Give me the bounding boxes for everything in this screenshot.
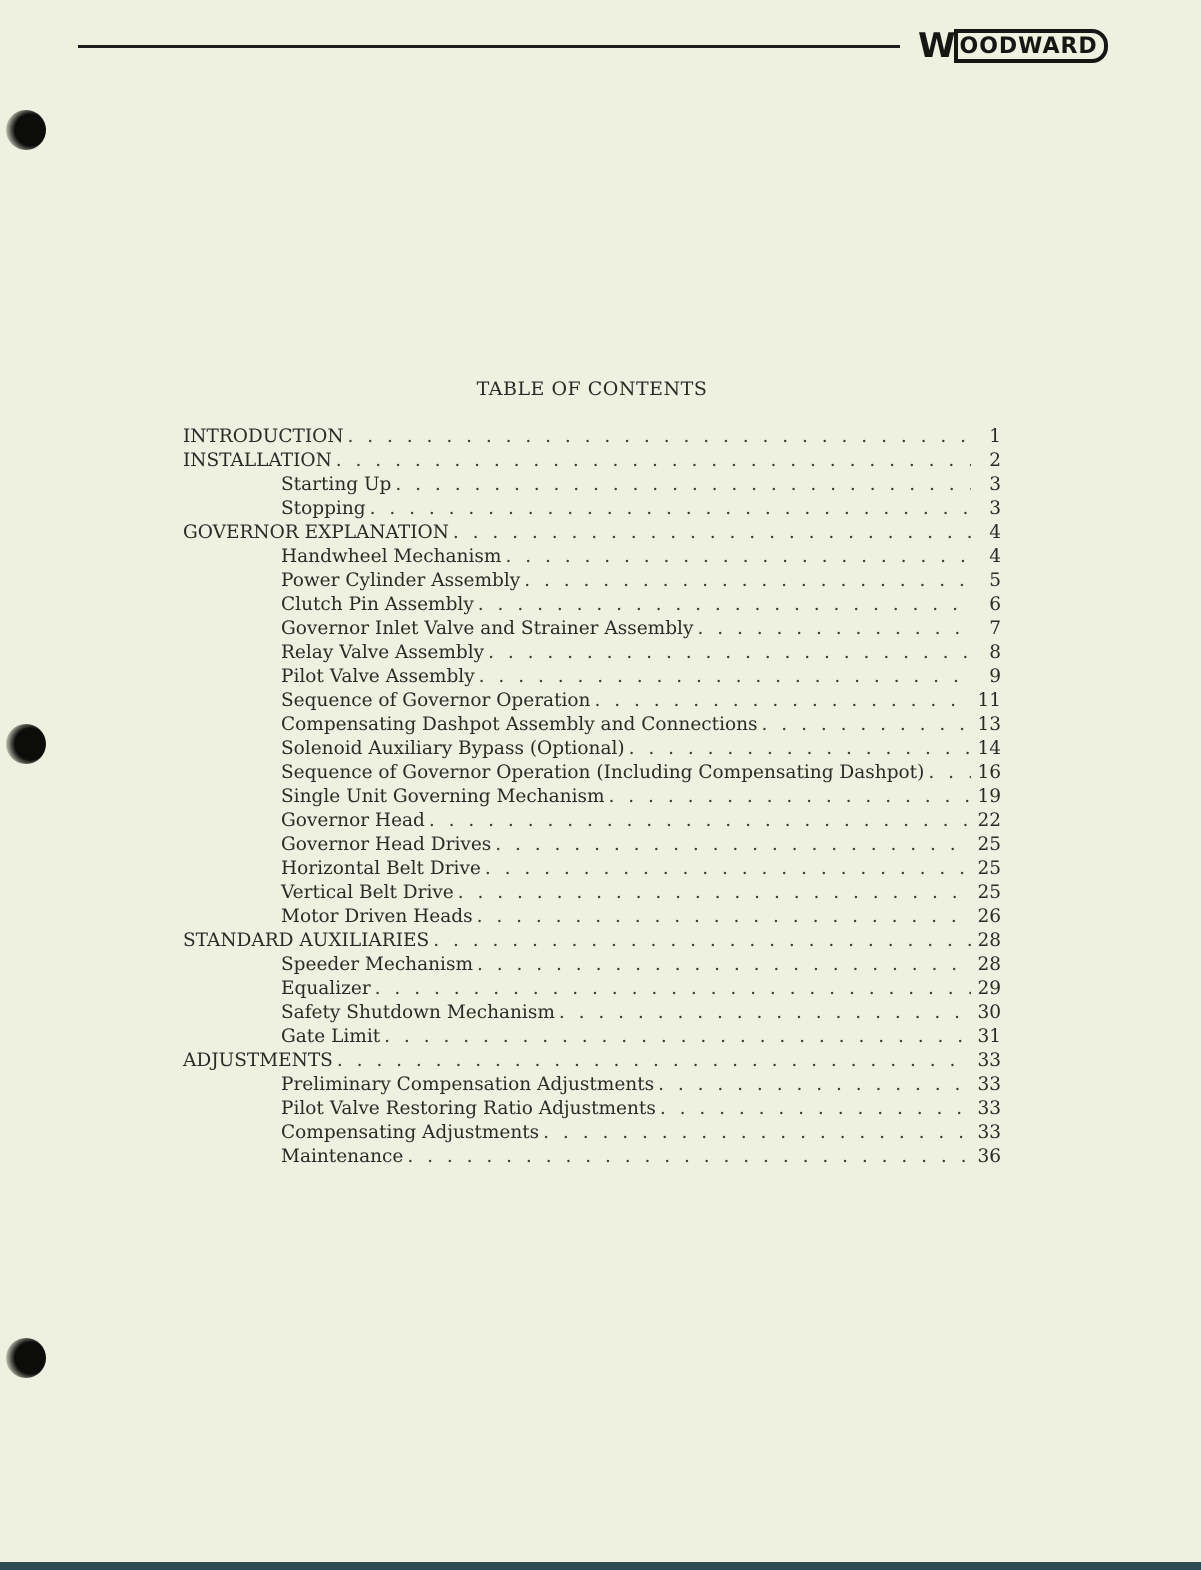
toc-entry-label: Solenoid Auxiliary Bypass (Optional) xyxy=(281,738,625,759)
toc-entry-label: Stopping xyxy=(281,498,366,519)
toc-page-number: 29 xyxy=(977,978,1001,999)
toc-subentry xyxy=(183,857,1001,881)
toc-page-number: 25 xyxy=(977,858,1001,879)
toc-entry-label: Gate Limit xyxy=(281,1026,381,1047)
toc-page-number: 4 xyxy=(989,522,1001,543)
dot-leader xyxy=(654,1073,971,1097)
toc-subentry xyxy=(183,977,1001,1001)
table-of-contents xyxy=(183,425,1001,1169)
toc-subentry xyxy=(183,785,1001,809)
toc-entry-label: Governor Head Drives xyxy=(281,834,492,855)
toc-page-number: 14 xyxy=(977,738,1001,759)
dot-leader xyxy=(520,569,971,593)
logo-initial: W xyxy=(918,26,956,66)
toc-subentry xyxy=(183,665,1001,689)
dot-leader xyxy=(758,713,971,737)
toc-entry-label: Equalizer xyxy=(281,978,371,999)
dot-leader xyxy=(491,833,971,857)
binder-hole-icon xyxy=(6,1338,46,1378)
logo-rest: OODWARD xyxy=(959,33,1098,59)
toc-page-number: 16 xyxy=(977,762,1001,783)
toc-page-number: 11 xyxy=(977,690,1001,711)
toc-entry-label: Governor Head xyxy=(281,810,425,831)
toc-page-number: 13 xyxy=(977,714,1001,735)
toc-page-number: 33 xyxy=(977,1074,1001,1095)
toc-subentry xyxy=(183,1025,1001,1049)
toc-subentry xyxy=(183,761,1001,785)
dot-leader xyxy=(484,641,971,665)
toc-subentry xyxy=(183,569,1001,593)
toc-entry xyxy=(183,425,1001,449)
toc-entry-label: Relay Valve Assembly xyxy=(281,642,485,663)
toc-page-number: 3 xyxy=(989,498,1001,519)
scan-edge xyxy=(0,1562,1201,1570)
dot-leader xyxy=(924,761,971,785)
toc-entry xyxy=(183,449,1001,473)
toc-entry-label: Sequence of Governor Operation (Including Compensating Dashpot) xyxy=(281,762,925,783)
toc-page-number: 19 xyxy=(977,786,1001,807)
toc-page-number: 33 xyxy=(977,1122,1001,1143)
toc-subentry xyxy=(183,953,1001,977)
toc-page-number: 9 xyxy=(989,666,1001,687)
toc-page-number: 4 xyxy=(989,546,1001,567)
toc-page-number: 1 xyxy=(989,426,1001,447)
toc-subentry xyxy=(183,833,1001,857)
toc-entry-label: Handwheel Mechanism xyxy=(281,546,502,567)
toc-entry-label: Speeder Mechanism xyxy=(281,954,473,975)
toc-entry-label: Safety Shutdown Mechanism xyxy=(281,1002,555,1023)
toc-page-number: 5 xyxy=(989,570,1001,591)
toc-subentry xyxy=(183,881,1001,905)
dot-leader xyxy=(605,785,971,809)
toc-entry xyxy=(183,929,1001,953)
dot-leader xyxy=(333,1049,971,1073)
toc-subentry xyxy=(183,1145,1001,1169)
dot-leader xyxy=(481,857,971,881)
toc-subentry xyxy=(183,713,1001,737)
dot-leader xyxy=(403,1145,971,1169)
toc-entry-label: GOVERNOR EXPLANATION xyxy=(183,522,449,543)
toc-subentry xyxy=(183,1097,1001,1121)
toc-subentry xyxy=(183,689,1001,713)
dot-leader xyxy=(656,1097,971,1121)
dot-leader xyxy=(474,593,971,617)
toc-page-number: 7 xyxy=(989,618,1001,639)
dot-leader xyxy=(693,617,971,641)
toc-entry-label: Vertical Belt Drive xyxy=(281,882,454,903)
toc-page-number: 31 xyxy=(977,1026,1001,1047)
dot-leader xyxy=(449,521,971,545)
toc-page-number: 33 xyxy=(977,1050,1001,1071)
dot-leader xyxy=(425,809,971,833)
toc-entry-label: Pilot Valve Assembly xyxy=(281,666,475,687)
toc-page-number: 28 xyxy=(977,954,1001,975)
toc-subentry xyxy=(183,593,1001,617)
dot-leader xyxy=(332,449,971,473)
header-rule xyxy=(78,45,900,48)
page-title: TABLE OF CONTENTS xyxy=(476,378,708,400)
toc-page-number: 6 xyxy=(989,594,1001,615)
toc-entry-label: Motor Driven Heads xyxy=(281,906,473,927)
toc-entry-label: STANDARD AUXILIARIES xyxy=(183,930,430,951)
toc-subentry xyxy=(183,497,1001,521)
dot-leader xyxy=(590,689,971,713)
binder-hole-icon xyxy=(6,110,46,150)
toc-subentry xyxy=(183,545,1001,569)
toc-page-number: 2 xyxy=(989,450,1001,471)
toc-subentry xyxy=(183,641,1001,665)
toc-entry xyxy=(183,521,1001,545)
toc-page-number: 26 xyxy=(977,906,1001,927)
toc-subentry xyxy=(183,1073,1001,1097)
toc-entry-label: Sequence of Governor Operation xyxy=(281,690,591,711)
toc-entry-label: Preliminary Compensation Adjustments xyxy=(281,1074,655,1095)
dot-leader xyxy=(475,665,971,689)
dot-leader xyxy=(473,905,971,929)
toc-entry-label: Single Unit Governing Mechanism xyxy=(281,786,605,807)
dot-leader xyxy=(501,545,971,569)
toc-entry xyxy=(183,1049,1001,1073)
toc-entry-label: Maintenance xyxy=(281,1146,404,1167)
dot-leader xyxy=(539,1121,971,1145)
toc-entry-label: Pilot Valve Restoring Ratio Adjustments xyxy=(281,1098,656,1119)
toc-page-number: 25 xyxy=(977,834,1001,855)
dot-leader xyxy=(380,1025,971,1049)
dot-leader xyxy=(473,953,971,977)
toc-entry-label: ADJUSTMENTS xyxy=(183,1050,333,1071)
toc-page-number: 33 xyxy=(977,1098,1001,1119)
toc-page-number: 25 xyxy=(977,882,1001,903)
toc-page-number: 28 xyxy=(977,930,1001,951)
toc-subentry xyxy=(183,1121,1001,1145)
toc-page-number: 8 xyxy=(989,642,1001,663)
dot-leader xyxy=(371,977,971,1001)
woodward-logo xyxy=(918,28,1108,64)
dot-leader xyxy=(366,497,971,521)
toc-subentry xyxy=(183,809,1001,833)
toc-page-number: 22 xyxy=(977,810,1001,831)
dot-leader xyxy=(625,737,971,761)
toc-entry-label: Starting Up xyxy=(281,474,392,495)
toc-subentry xyxy=(183,617,1001,641)
toc-subentry xyxy=(183,473,1001,497)
toc-subentry xyxy=(183,905,1001,929)
toc-subentry xyxy=(183,737,1001,761)
toc-page-number: 36 xyxy=(977,1146,1001,1167)
dot-leader xyxy=(555,1001,971,1025)
toc-entry-label: Compensating Adjustments xyxy=(281,1122,540,1143)
toc-page-number: 30 xyxy=(977,1002,1001,1023)
toc-entry-label: Horizontal Belt Drive xyxy=(281,858,481,879)
toc-page-number: 3 xyxy=(989,474,1001,495)
toc-entry-label: INSTALLATION xyxy=(183,450,332,471)
toc-entry-label: Compensating Dashpot Assembly and Connections xyxy=(281,714,758,735)
toc-entry-label: Power Cylinder Assembly xyxy=(281,570,521,591)
toc-entry-label: INTRODUCTION xyxy=(183,426,344,447)
toc-subentry xyxy=(183,1001,1001,1025)
binder-hole-icon xyxy=(6,724,46,764)
dot-leader xyxy=(429,929,971,953)
dot-leader xyxy=(454,881,971,905)
toc-entry-label: Clutch Pin Assembly xyxy=(281,594,474,615)
toc-entry-label: Governor Inlet Valve and Strainer Assembly xyxy=(281,618,694,639)
dot-leader xyxy=(391,473,971,497)
dot-leader xyxy=(344,425,971,449)
